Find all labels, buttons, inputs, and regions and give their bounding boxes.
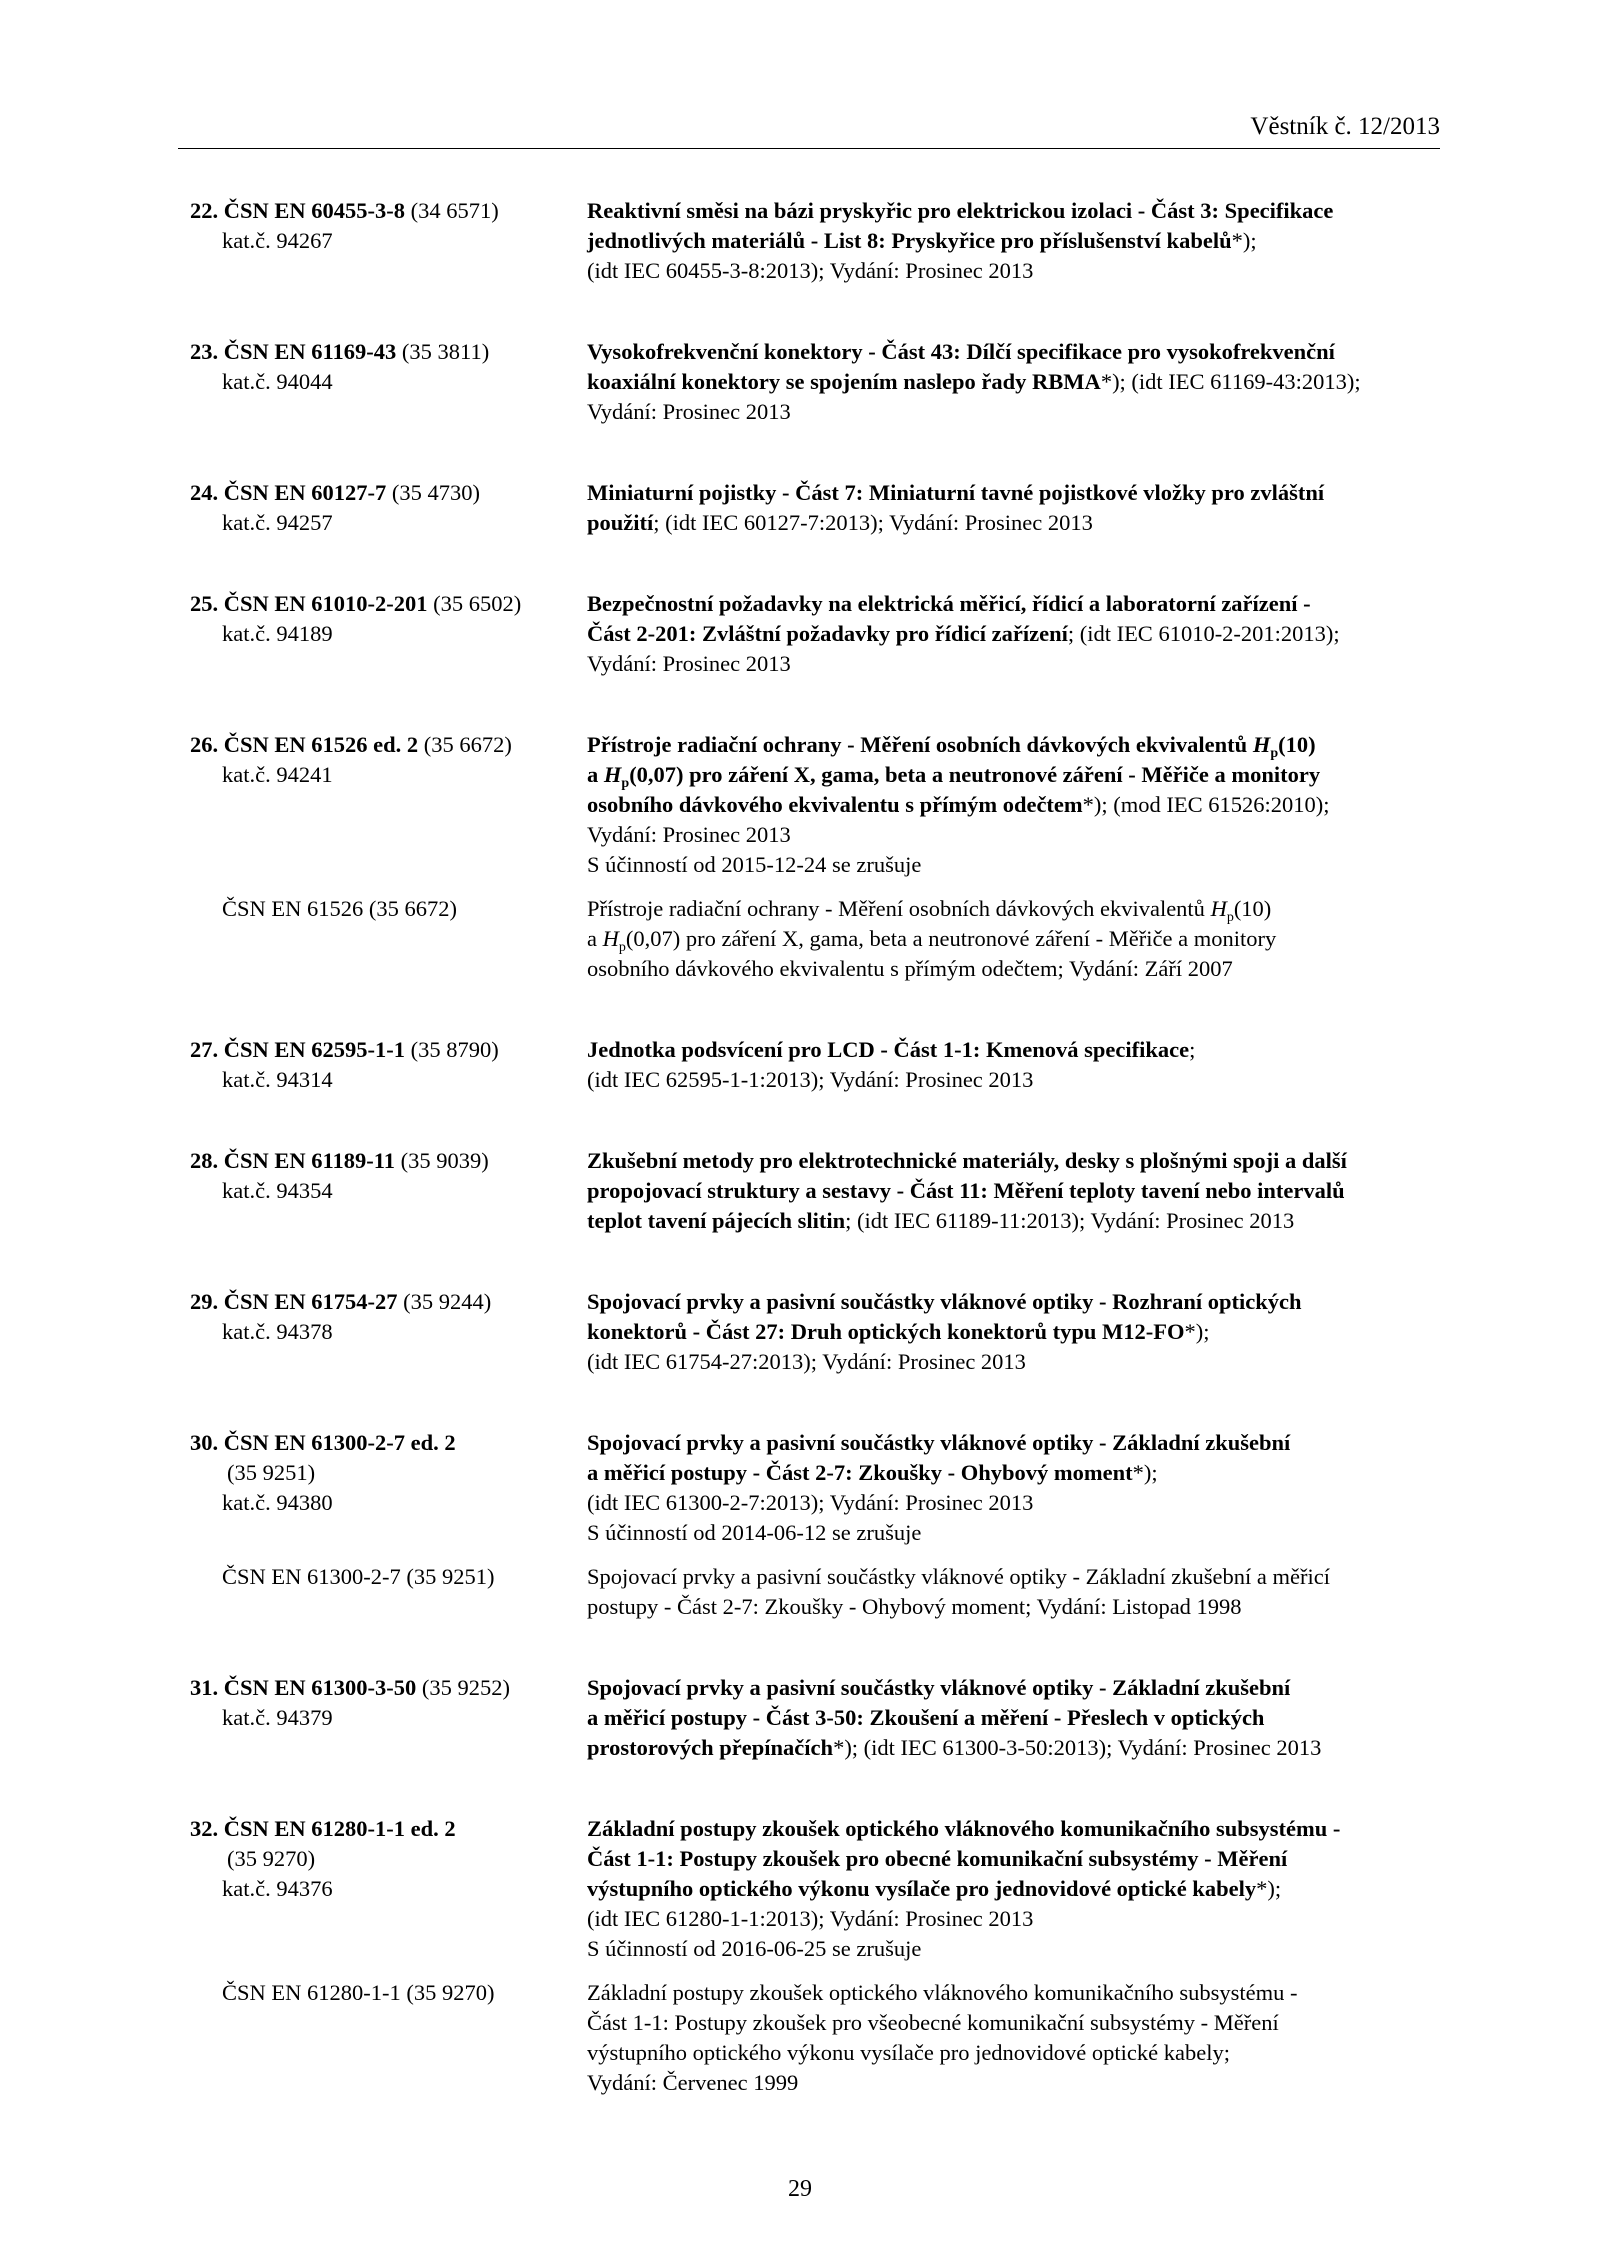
description-line [587,478,1324,508]
replaced-description-line [587,1978,1298,2008]
description-line [587,1874,1281,1904]
text-run: ČSN EN 60127-7 [223,480,387,505]
description-line [587,1673,1290,1703]
replaced-description-line [587,924,1276,954]
text-run: prostorových přepínačích [587,1735,834,1760]
text-run: *); (mod IEC 61526:2010); [1082,792,1330,817]
text-run: ; (idt IEC 60127-7:2013); Vydání: Prosinec 2013 [653,510,1093,535]
standard-designation [190,1146,489,1176]
subscript-p: p [621,776,630,791]
replaced-description-line [587,1592,1242,1622]
text-run: S účinností od 2016-06-25 se zrušuje [587,1936,922,1961]
text-run: jednotlivých materiálů - List 8: Pryskyřice pro příslušenství kabelů [587,228,1232,253]
catalog-number: kat.č. 94354 [222,1178,333,1203]
standard-designation [190,1287,491,1317]
standard-designation [190,1814,456,1844]
text-run: ; [1189,1037,1196,1062]
description-line [587,589,1311,619]
classification-code: (35 9251) [227,1460,316,1485]
text-run: Spojovací prvky a pasivní součástky vláknové optiky - Základní zkušební [587,1430,1291,1455]
text-run: S účinností od 2015-12-24 se zrušuje [587,852,922,877]
text-run: 24. [190,480,219,505]
description-line [587,1733,1321,1763]
text-run: osobního dávkového ekvivalentu s přímým odečtem [587,792,1083,817]
text-run: ČSN EN 61010-2-201 [223,591,428,616]
description-line [587,226,1257,256]
text-run: Část 1-1: Postupy zkoušek pro obecné komunikační subsystémy - Měření [587,1846,1288,1871]
text-run: (35 9244) [403,1289,492,1314]
description-line [587,1287,1302,1317]
description-line [587,730,1316,760]
description-line [587,1934,921,1964]
text-run: výstupního optického výkonu vysílače pro jednovidové optické kabely; [587,2040,1230,2065]
catalog-number: kat.č. 94376 [222,1876,333,1901]
replaced-description-line [587,954,1233,984]
text-run: Vydání: Prosinec 2013 [587,399,791,424]
text-run: 32. [190,1816,219,1841]
description-line [587,256,1033,286]
standard-designation [190,1035,499,1065]
journal-issue-title: Věstník č. 12/2013 [1250,113,1440,140]
description-line [587,760,1320,790]
text-run: teplot tavení pájecích slitin [587,1208,846,1233]
text-run: ČSN EN 62595-1-1 [223,1037,406,1062]
text-run: 22. [190,198,219,223]
description-line [587,1206,1294,1236]
description-line [587,1428,1290,1458]
catalog-number: kat.č. 94241 [222,762,333,787]
text-run: výstupního optického výkonu vysílače pro jednovidové optické kabely [587,1876,1257,1901]
text-run: (35 6672) [423,732,512,757]
text-run: (34 6571) [410,198,499,223]
text-run: (35 9252) [421,1675,511,1700]
replaced-description-line [587,1562,1330,1592]
catalog-number: kat.č. 94379 [222,1705,333,1730]
replaced-description-line [587,894,1271,924]
text-run: (35 3811) [401,339,490,364]
description-line [587,196,1333,226]
text-run: (35 8790) [410,1037,499,1062]
text-run: ČSN EN 61300-2-7 ed. 2 [223,1430,456,1455]
catalog-number: kat.č. 94257 [222,510,333,535]
text-run: Základní postupy zkoušek optického vláknového komunikačního subsystému - [587,1816,1341,1841]
description-line [587,508,1093,538]
text-run: 27. [190,1037,219,1062]
symbol-h: H [1252,732,1271,757]
replaced-description-line [587,2068,798,2098]
text-run: Vydání: Prosinec 2013 [587,651,791,676]
text-run: propojovací struktury a sestavy - Část 11: Měření teploty tavení nebo intervalů [587,1178,1345,1203]
description-line [587,367,1361,397]
description-line [587,1176,1345,1206]
description-line [587,1904,1033,1934]
standard-designation [190,589,521,619]
description-line [587,1347,1026,1377]
symbol-h: H [602,926,619,951]
text-run: *); (idt IEC 61300-3-50:2013); Vydání: Prosinec 2013 [833,1735,1322,1760]
replaced-standard-code: ČSN EN 61526 (35 6672) [222,896,457,921]
text-run: 25. [190,591,219,616]
text-run: 29. [190,1289,219,1314]
text-run: 28. [190,1148,219,1173]
replaced-standard-code: ČSN EN 61300-2-7 (35 9251) [222,1564,495,1589]
catalog-number: kat.č. 94378 [222,1319,333,1344]
description-line [587,850,921,880]
text-run: (0,07) pro záření X, gama, beta a neutronové záření - Měřiče a monitory [629,762,1321,787]
replaced-description-line [587,2008,1279,2038]
subscript-p: p [1226,910,1234,925]
description-line [587,1814,1340,1844]
symbol-h: H [603,762,622,787]
text-run: 23. [190,339,219,364]
text-run: *); (idt IEC 61169-43:2013); [1100,369,1361,394]
text-run: (35 4730) [391,480,481,505]
description-line [587,1488,1033,1518]
description-line [587,619,1340,649]
description-line [587,397,791,427]
text-run: ČSN EN 61526 ed. 2 [223,732,419,757]
text-run: 31. [190,1675,219,1700]
standard-designation [190,730,512,760]
text-run: *); [1132,1460,1158,1485]
text-run: osobního dávkového ekvivalentu s přímým odečtem; Vydání: Září 2007 [587,956,1233,981]
text-run: Spojovací prvky a pasivní součástky vláknové optiky - Základní zkušební [587,1675,1291,1700]
text-run: Přístroje radiační ochrany - Měření osobních dávkových ekvivalentů [587,732,1253,757]
text-run: ČSN EN 61754-27 [223,1289,398,1314]
text-run: (idt IEC 61280-1-1:2013); Vydání: Prosinec 2013 [587,1906,1034,1931]
page-header [178,112,1440,149]
text-run: Reaktivní směsi na bázi pryskyřic pro elektrickou izolaci - Část 3: Specifikace [587,198,1334,223]
catalog-number: kat.č. 94267 [222,228,333,253]
text-run: a měřicí postupy - Část 2-7: Zkoušky - Ohybový moment [587,1460,1133,1485]
text-run: Vydání: Prosinec 2013 [587,822,791,847]
text-run: koaxiální konektory se spojením naslepo řady RBMA [587,369,1101,394]
text-run: a [587,926,603,951]
text-run: (35 9039) [400,1148,489,1173]
text-run: (35 6502) [433,591,522,616]
description-line [587,820,791,850]
standard-designation [190,196,499,226]
text-run: ČSN EN 61300-3-50 [223,1675,417,1700]
symbol-h: H [1210,896,1227,921]
page-number: 29 [788,2176,812,2202]
text-run: ČSN EN 60455-3-8 [223,198,406,223]
description-line [587,1065,1033,1095]
text-run: a [587,762,604,787]
text-run: *); [1184,1319,1210,1344]
standard-designation [190,1428,456,1458]
text-run: *); [1231,228,1257,253]
text-run: konektorů - Část 27: Druh optických konektorů typu M12-FO [587,1319,1185,1344]
catalog-number: kat.č. 94314 [222,1067,333,1092]
classification-code: (35 9270) [227,1846,316,1871]
description-line [587,1844,1287,1874]
text-run: Přístroje radiační ochrany - Měření osobních dávkových ekvivalentů [587,896,1211,921]
description-line [587,1146,1347,1176]
catalog-number: kat.č. 94380 [222,1490,333,1515]
text-run: Spojovací prvky a pasivní součástky vláknové optiky - Rozhraní optických [587,1289,1302,1314]
standard-designation [190,337,489,367]
text-run: 26. [190,732,219,757]
text-run: *); [1256,1876,1282,1901]
catalog-number: kat.č. 94189 [222,621,333,646]
text-run: a měřicí postupy - Část 3-50: Zkoušení a měření - Přeslech v optických [587,1705,1265,1730]
replaced-description-line [587,2038,1230,2068]
standard-designation [190,1673,510,1703]
subscript-p: p [1270,746,1279,761]
text-run: (10) [1278,732,1316,757]
subscript-p: p [618,940,626,955]
description-line [587,790,1330,820]
description-line [587,1703,1264,1733]
text-run: (0,07) pro záření X, gama, beta a neutronové záření - Měřiče a monitory [625,926,1277,951]
text-run: ČSN EN 61169-43 [223,339,397,364]
text-run: (10) [1233,896,1272,921]
text-run: Miniaturní pojistky - Část 7: Miniaturní tavné pojistkové vložky pro zvláštní [587,480,1325,505]
replaced-standard-code: ČSN EN 61280-1-1 (35 9270) [222,1980,495,2005]
text-run: ; (idt IEC 61189-11:2013); Vydání: Prosinec 2013 [845,1208,1295,1233]
description-line [587,1035,1195,1065]
text-run: Část 2-201: Zvláštní požadavky pro řídicí zařízení [587,621,1068,646]
text-run: (idt IEC 61754-27:2013); Vydání: Prosinec 2013 [587,1349,1026,1374]
description-line [587,1458,1158,1488]
description-line [587,1518,921,1548]
text-run: Vysokofrekvenční konektory - Část 43: Dílčí specifikace pro vysokofrekvenční [587,339,1335,364]
text-run: Jednotka podsvícení pro LCD - Část 1-1: Kmenová specifikace [587,1037,1190,1062]
text-run: Část 1-1: Postupy zkoušek pro všeobecné komunikační subsystémy - Měření [587,2010,1279,2035]
text-run: (idt IEC 61300-2-7:2013); Vydání: Prosinec 2013 [587,1490,1034,1515]
text-run: (idt IEC 60455-3-8:2013); Vydání: Prosinec 2013 [587,258,1034,283]
text-run: použití [587,510,654,535]
text-run: 30. [190,1430,219,1455]
text-run: postupy - Část 2-7: Zkoušky - Ohybový moment; Vydání: Listopad 1998 [587,1594,1242,1619]
text-run: Spojovací prvky a pasivní součástky vláknové optiky - Základní zkušební a měřicí [587,1564,1330,1589]
text-run: Vydání: Červenec 1999 [587,2070,799,2095]
description-line [587,337,1335,367]
text-run: S účinností od 2014-06-12 se zrušuje [587,1520,922,1545]
standard-designation [190,478,480,508]
text-run: Bezpečnostní požadavky na elektrická měřicí, řídicí a laboratorní zařízení - [587,591,1311,616]
text-run: ; (idt IEC 61010-2-201:2013); [1067,621,1340,646]
text-run: ČSN EN 61189-11 [223,1148,396,1173]
description-line [587,649,791,679]
text-run: Základní postupy zkoušek optického vláknového komunikačního subsystému - [587,1980,1298,2005]
description-line [587,1317,1210,1347]
text-run: (idt IEC 62595-1-1:2013); Vydání: Prosinec 2013 [587,1067,1034,1092]
text-run: ČSN EN 61280-1-1 ed. 2 [223,1816,456,1841]
text-run: Zkušební metody pro elektrotechnické materiály, desky s plošnými spoji a další [587,1148,1347,1173]
catalog-number: kat.č. 94044 [222,369,333,394]
